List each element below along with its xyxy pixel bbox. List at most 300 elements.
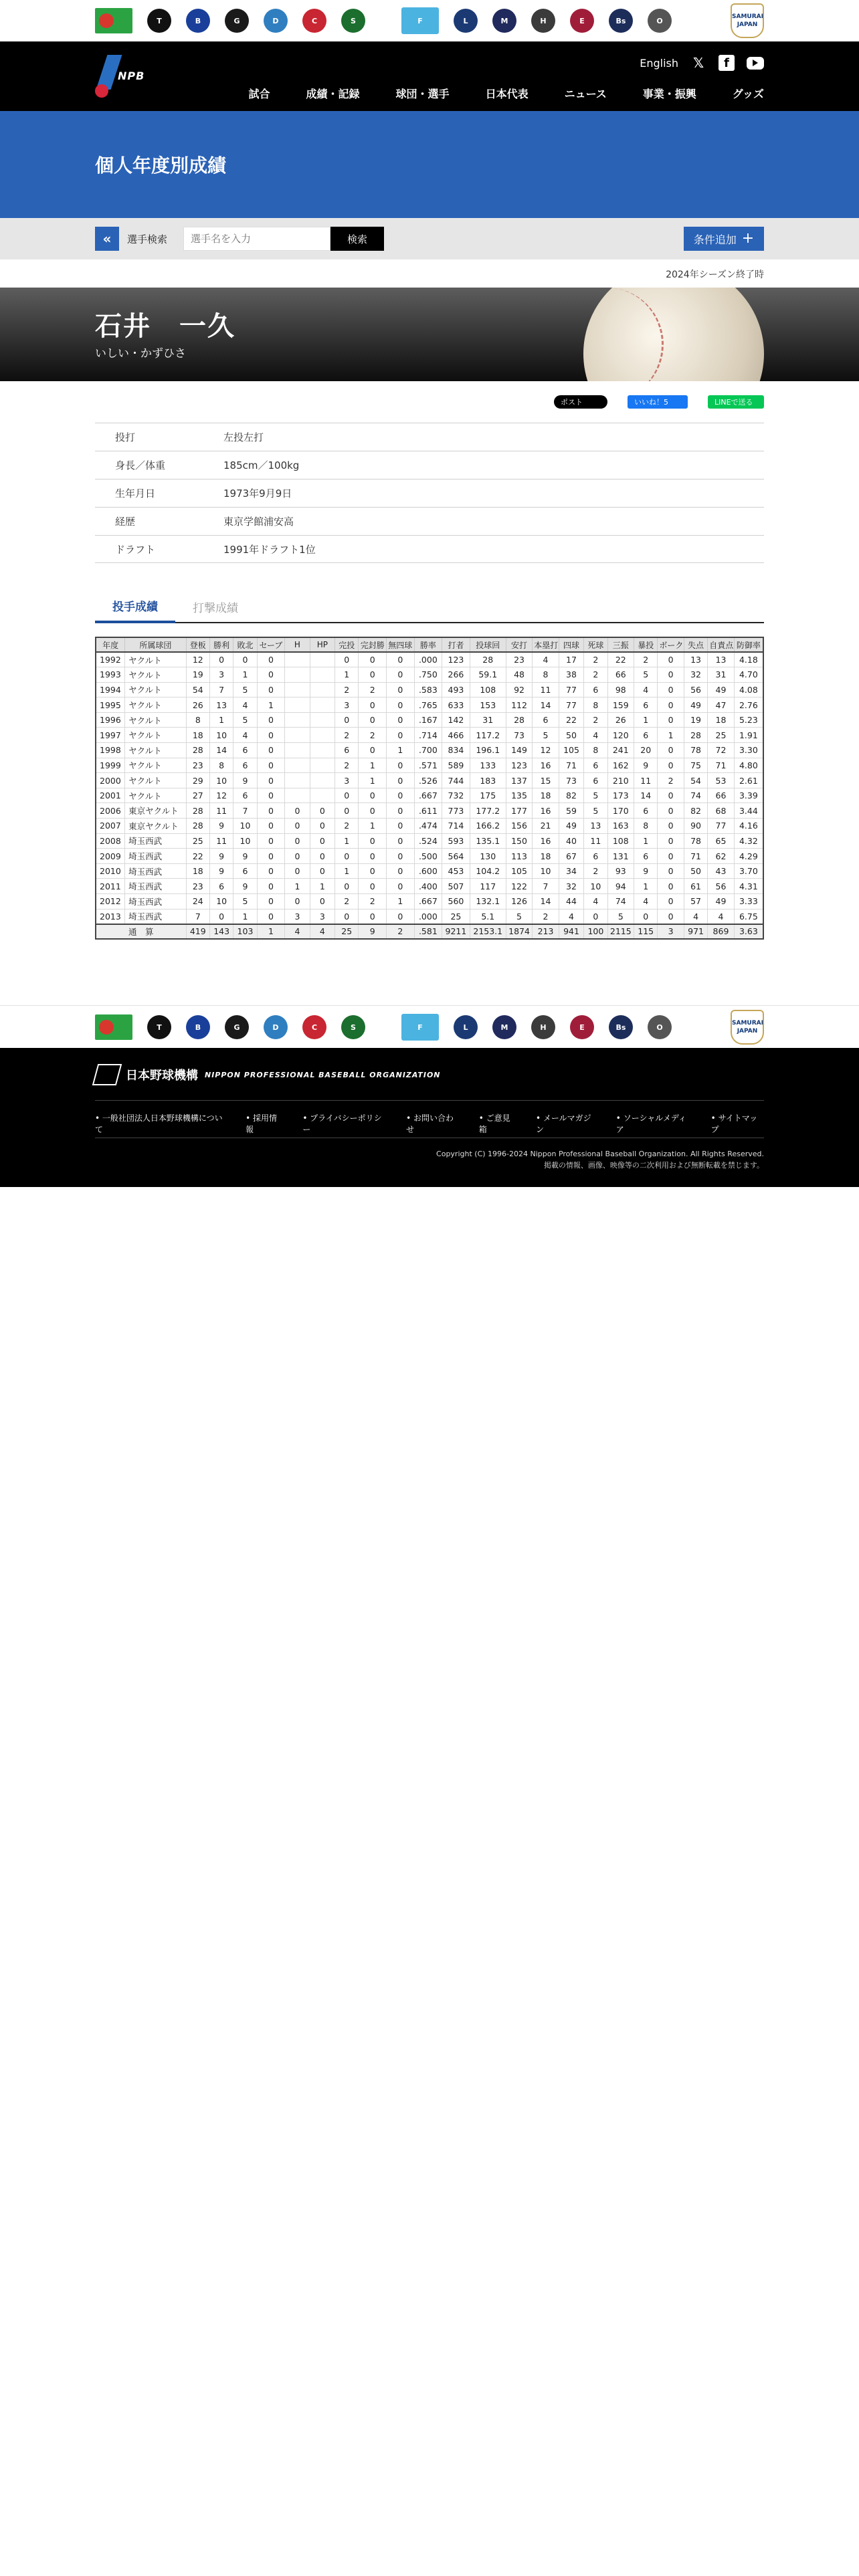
- team-initial: H: [540, 1023, 547, 1032]
- table-cell: 32: [559, 879, 583, 894]
- team-logo-lions[interactable]: [454, 9, 478, 33]
- table-cell: [310, 712, 335, 728]
- table-cell: 507: [442, 879, 470, 894]
- double-chevron-left-icon[interactable]: «: [95, 227, 119, 251]
- stats-tabs: [95, 593, 764, 623]
- table-cell: 177.2: [470, 803, 506, 819]
- table-cell: 14: [634, 788, 658, 803]
- table-cell: 0: [658, 758, 684, 773]
- team-initial: T: [157, 16, 162, 25]
- table-cell: 90: [684, 819, 707, 834]
- x-post-button[interactable]: [554, 395, 607, 409]
- table-cell: 0: [257, 894, 285, 909]
- table-cell: 6: [634, 803, 658, 819]
- table-cell: 埼玉西武: [125, 894, 186, 909]
- table-cell: 32: [684, 667, 707, 683]
- table-cell: 170: [607, 803, 634, 819]
- facebook-icon[interactable]: f: [719, 55, 735, 71]
- table-cell: 5.23: [734, 712, 763, 728]
- table-cell: 105: [506, 863, 533, 879]
- table-cell: 0: [310, 894, 335, 909]
- table-cell: 560: [442, 894, 470, 909]
- table-cell: 28: [186, 743, 209, 758]
- team-initial: C: [311, 16, 318, 25]
- table-cell: 57: [684, 894, 707, 909]
- x-post-label: ポスト: [561, 398, 583, 407]
- table-cell: [285, 712, 310, 728]
- table-cell: 1: [359, 773, 387, 788]
- table-cell: 49: [559, 819, 583, 834]
- table-cell: 5: [233, 682, 257, 697]
- table-cell: 25: [186, 833, 209, 849]
- table-cell: 126: [506, 894, 533, 909]
- table-cell: 100: [584, 924, 607, 940]
- table-cell: 4.08: [734, 682, 763, 697]
- table-cell: 7: [233, 803, 257, 819]
- table-cell: 0: [387, 879, 415, 894]
- table-cell: 10: [233, 819, 257, 834]
- table-cell: 135: [506, 788, 533, 803]
- table-cell: 0: [658, 788, 684, 803]
- table-cell: 73: [506, 728, 533, 743]
- profile-row: [95, 507, 764, 535]
- table-cell: 28: [684, 728, 707, 743]
- table-cell: 4: [533, 652, 559, 667]
- table-cell: 177: [506, 803, 533, 819]
- table-cell: 18: [533, 788, 559, 803]
- team-logo-npb-flag[interactable]: [95, 8, 132, 33]
- table-cell: 210: [607, 773, 634, 788]
- table-cell: 4.32: [734, 833, 763, 849]
- table-cell: 0: [257, 788, 285, 803]
- table-cell: 0: [387, 773, 415, 788]
- table-cell: 2: [584, 712, 607, 728]
- table-cell: [310, 697, 335, 713]
- table-cell: 65: [708, 833, 735, 849]
- nav-business[interactable]: 事業・振興: [642, 88, 696, 100]
- table-cell: 0: [335, 803, 359, 819]
- table-cell: 0: [387, 803, 415, 819]
- team-logo-dragons[interactable]: [264, 1015, 288, 1039]
- table-cell: 24: [186, 894, 209, 909]
- table-cell: 0: [257, 743, 285, 758]
- table-cell: 0: [658, 712, 684, 728]
- table-row: [96, 849, 763, 864]
- table-cell: 108: [470, 682, 506, 697]
- table-cell: 241: [607, 743, 634, 758]
- team-initial: M: [500, 16, 508, 25]
- table-cell: 0: [257, 667, 285, 683]
- table-cell: 133: [470, 758, 506, 773]
- table-cell: 2009: [96, 849, 125, 864]
- profile-key: ドラフト: [115, 543, 156, 556]
- table-cell: 66: [708, 788, 735, 803]
- table-cell: 0: [359, 743, 387, 758]
- table-cell: 163: [607, 819, 634, 834]
- table-cell: 419: [186, 924, 209, 940]
- table-cell: 2.61: [734, 773, 763, 788]
- tab-pitching[interactable]: 投手成績: [95, 597, 175, 623]
- pitching-stats-table: [95, 637, 764, 940]
- table-cell: 0: [387, 833, 415, 849]
- table-cell: 9: [209, 849, 233, 864]
- player-profile: [95, 423, 764, 563]
- table-cell: 0: [257, 758, 285, 773]
- table-cell: 74: [607, 894, 634, 909]
- table-cell: ヤクルト: [125, 697, 186, 713]
- team-initial: L: [463, 16, 468, 25]
- player-name: 石井 一久: [95, 311, 235, 342]
- table-cell: 22: [559, 712, 583, 728]
- table-cell: [310, 728, 335, 743]
- column-header: 登板: [186, 637, 209, 652]
- table-cell: .667: [414, 788, 442, 803]
- table-cell: 東京ヤクルト: [125, 803, 186, 819]
- table-cell: 156: [506, 819, 533, 834]
- table-cell: 59: [559, 803, 583, 819]
- table-row: [96, 909, 763, 924]
- table-cell: 2013: [96, 909, 125, 924]
- team-logo-fighters[interactable]: [401, 7, 439, 34]
- samurai-japan-badge[interactable]: SAMURAI JAPAN: [731, 1010, 764, 1045]
- table-cell: .667: [414, 894, 442, 909]
- table-cell: 3.70: [734, 863, 763, 879]
- table-cell: 0: [359, 788, 387, 803]
- table-row: [96, 743, 763, 758]
- nav-teams-players[interactable]: 球団・選手: [395, 88, 450, 100]
- table-cell: 67: [559, 849, 583, 864]
- site-footer: [0, 1048, 859, 1187]
- table-cell: 98: [607, 682, 634, 697]
- team-logo-marines[interactable]: [492, 1015, 516, 1039]
- tab-batting[interactable]: 打撃成績: [193, 602, 238, 615]
- footer-link-social[interactable]: • ソーシャルメディア: [616, 1112, 692, 1135]
- table-cell: 44: [559, 894, 583, 909]
- table-cell: [310, 682, 335, 697]
- table-cell: 10: [233, 833, 257, 849]
- table-cell: 0: [233, 652, 257, 667]
- table-cell: .526: [414, 773, 442, 788]
- table-cell: 0: [658, 849, 684, 864]
- table-row: [96, 833, 763, 849]
- table-cell: 3.44: [734, 803, 763, 819]
- nav-national-team[interactable]: 日本代表: [485, 88, 529, 100]
- logo-ball-icon: [95, 84, 108, 98]
- table-cell: 2008: [96, 833, 125, 849]
- team-logo-buffaloes[interactable]: [609, 9, 633, 33]
- table-cell: 3: [310, 909, 335, 924]
- table-cell: [310, 773, 335, 788]
- table-cell: 0: [335, 652, 359, 667]
- table-cell: 0: [257, 819, 285, 834]
- table-cell: 466: [442, 728, 470, 743]
- table-cell: 105: [559, 743, 583, 758]
- table-cell: 4.80: [734, 758, 763, 773]
- table-cell: 22: [607, 652, 634, 667]
- footer-link-sitemap[interactable]: • サイトマップ: [711, 1112, 764, 1135]
- footer-link-about[interactable]: • 一般社団法人日本野球機構について: [95, 1112, 227, 1135]
- nav-goods[interactable]: グッズ: [732, 88, 764, 100]
- table-cell: 0: [387, 819, 415, 834]
- team-initial: G: [233, 1023, 240, 1032]
- nav-stats[interactable]: 成績・記録: [306, 88, 360, 100]
- table-cell: 埼玉西武: [125, 879, 186, 894]
- table-cell: 2: [335, 682, 359, 697]
- table-cell: 1: [658, 728, 684, 743]
- table-row: [96, 667, 763, 683]
- table-cell: 54: [684, 773, 707, 788]
- table-cell: 2: [335, 894, 359, 909]
- table-cell: 0: [335, 879, 359, 894]
- team-logo-buffaloes[interactable]: [609, 1015, 633, 1039]
- team-initial: L: [463, 1023, 468, 1032]
- table-cell: 0: [658, 743, 684, 758]
- table-cell: 16: [533, 833, 559, 849]
- table-cell: 16: [533, 758, 559, 773]
- team-logo-carp[interactable]: [302, 1015, 326, 1039]
- table-cell: 1995: [96, 697, 125, 713]
- table-cell: 62: [708, 849, 735, 864]
- line-share-button[interactable]: [708, 395, 764, 409]
- table-cell: 6: [233, 788, 257, 803]
- column-header: 死球: [584, 637, 607, 652]
- footer-link-privacy[interactable]: • プライバシーポリシー: [302, 1112, 387, 1135]
- table-cell: 2012: [96, 894, 125, 909]
- table-cell: 48: [506, 667, 533, 683]
- team-initial: S: [351, 1023, 356, 1032]
- table-cell: 28: [470, 652, 506, 667]
- team-logo-giants[interactable]: [225, 1015, 249, 1039]
- footer-org-name: 日本野球機構: [126, 1069, 198, 1083]
- footer-link-recruit[interactable]: • 採用情報: [246, 1112, 284, 1135]
- column-header: 年度: [96, 637, 125, 652]
- npb-logo[interactable]: [95, 55, 155, 100]
- table-cell: 10: [533, 863, 559, 879]
- team-logo-eagles[interactable]: [570, 1015, 594, 1039]
- table-cell: 0: [335, 788, 359, 803]
- table-cell: 4: [684, 909, 707, 924]
- nav-news[interactable]: ニュース: [564, 88, 607, 100]
- search-label: 選手検索: [127, 233, 168, 245]
- table-cell: 137: [506, 773, 533, 788]
- table-cell: 82: [684, 803, 707, 819]
- team-initial: O: [656, 1023, 663, 1032]
- table-cell: 1874: [506, 924, 533, 940]
- table-cell: 5: [584, 803, 607, 819]
- team-logo-swallows[interactable]: [341, 9, 365, 33]
- table-cell: 28: [186, 819, 209, 834]
- table-cell: 埼玉西武: [125, 909, 186, 924]
- flag-circle-icon: [99, 1020, 114, 1035]
- team-logo-eagles[interactable]: [570, 9, 594, 33]
- column-header: 暴投: [634, 637, 658, 652]
- team-logo-fighters[interactable]: [401, 1014, 439, 1041]
- footer-link-newsletter[interactable]: • メールマガジン: [536, 1112, 597, 1135]
- table-cell: 53: [708, 773, 735, 788]
- profile-value: 東京学館浦安高: [223, 516, 294, 528]
- table-cell: 0: [634, 909, 658, 924]
- team-logo-hawks[interactable]: [531, 1015, 555, 1039]
- team-logo-team-12[interactable]: [648, 1015, 672, 1039]
- samurai-japan-badge[interactable]: SAMURAI JAPAN: [731, 3, 764, 38]
- table-cell: 6.75: [734, 909, 763, 924]
- table-cell: [285, 788, 310, 803]
- table-row: [96, 682, 763, 697]
- team-logo-tigers[interactable]: [147, 9, 171, 33]
- add-condition-label: 条件追加: [693, 233, 737, 246]
- table-cell: 173: [607, 788, 634, 803]
- table-cell: 23: [186, 758, 209, 773]
- table-cell: 108: [607, 833, 634, 849]
- team-logo-baystars[interactable]: [186, 9, 210, 33]
- table-cell: 0: [387, 849, 415, 864]
- table-cell: 5: [634, 667, 658, 683]
- table-cell: .765: [414, 697, 442, 713]
- x-icon[interactable]: 𝕏: [692, 55, 704, 71]
- search-button[interactable]: 検索: [330, 227, 384, 251]
- table-cell: 143: [209, 924, 233, 940]
- table-cell: 0: [658, 682, 684, 697]
- table-cell: 0: [387, 909, 415, 924]
- table-cell: 74: [684, 788, 707, 803]
- table-cell: 1: [634, 833, 658, 849]
- table-cell: 122: [506, 879, 533, 894]
- footer-link-feedback[interactable]: • ご意見箱: [479, 1112, 517, 1135]
- table-row: [96, 803, 763, 819]
- footer-link-contact[interactable]: • お問い合わせ: [406, 1112, 460, 1135]
- table-cell: 0: [387, 697, 415, 713]
- table-cell: .571: [414, 758, 442, 773]
- profile-key: 経歴: [115, 516, 136, 528]
- table-cell: 115: [634, 924, 658, 940]
- table-cell: .500: [414, 849, 442, 864]
- team-logo-tigers[interactable]: [147, 1015, 171, 1039]
- table-cell: 8: [634, 819, 658, 834]
- table-cell: 0: [257, 773, 285, 788]
- column-header: 四球: [559, 637, 583, 652]
- table-cell: 49: [684, 697, 707, 713]
- table-cell: 120: [607, 728, 634, 743]
- team-logo-dragons[interactable]: [264, 9, 288, 33]
- table-cell: 20: [634, 743, 658, 758]
- team-initial: G: [233, 16, 240, 25]
- table-cell: 25: [708, 728, 735, 743]
- team-logo-lions[interactable]: [454, 1015, 478, 1039]
- table-cell: .583: [414, 682, 442, 697]
- table-cell: 9211: [442, 924, 470, 940]
- table-cell: 3: [209, 667, 233, 683]
- table-cell: 0: [257, 833, 285, 849]
- table-cell: 6: [209, 879, 233, 894]
- youtube-icon[interactable]: [747, 57, 764, 70]
- table-cell: 1: [387, 894, 415, 909]
- table-cell: [285, 697, 310, 713]
- table-cell: 0: [359, 667, 387, 683]
- table-cell: .000: [414, 909, 442, 924]
- table-cell: 0: [359, 652, 387, 667]
- table-cell: 50: [684, 863, 707, 879]
- table-cell: 1: [209, 712, 233, 728]
- team-logo-baystars[interactable]: [186, 1015, 210, 1039]
- table-cell: 714: [442, 819, 470, 834]
- table-cell: 2001: [96, 788, 125, 803]
- add-condition-button[interactable]: [684, 227, 764, 251]
- table-cell: 6: [233, 758, 257, 773]
- table-cell: 0: [285, 833, 310, 849]
- nav-games[interactable]: 試合: [248, 88, 270, 100]
- table-cell: 9: [209, 863, 233, 879]
- page-title: 個人年度別成績: [95, 154, 227, 177]
- table-cell: 11: [209, 833, 233, 849]
- table-cell: 131: [607, 849, 634, 864]
- table-cell: 773: [442, 803, 470, 819]
- table-cell: 2: [584, 667, 607, 683]
- team-logo-swallows[interactable]: [341, 1015, 365, 1039]
- table-cell: 3: [335, 697, 359, 713]
- table-cell: 117.2: [470, 728, 506, 743]
- player-search-input[interactable]: [183, 227, 330, 251]
- team-logo-marines[interactable]: [492, 9, 516, 33]
- profile-key: 投打: [115, 431, 136, 443]
- table-cell: 3.63: [734, 924, 763, 940]
- table-cell: 2000: [96, 773, 125, 788]
- team-logo-npb-flag[interactable]: [95, 1014, 132, 1040]
- table-row: [96, 819, 763, 834]
- table-cell: 2: [387, 924, 415, 940]
- table-cell: 0: [359, 712, 387, 728]
- table-cell: 0: [584, 909, 607, 924]
- table-cell: 71: [684, 849, 707, 864]
- table-cell: 75: [684, 758, 707, 773]
- team-logo-hawks[interactable]: [531, 9, 555, 33]
- table-cell: 0: [359, 849, 387, 864]
- table-cell: 5.1: [470, 909, 506, 924]
- table-cell: 0: [658, 863, 684, 879]
- team-initial: D: [272, 1023, 279, 1032]
- table-cell: 0: [658, 803, 684, 819]
- plus-icon: +: [741, 230, 755, 247]
- column-header: 安打: [506, 637, 533, 652]
- table-cell: 0: [310, 863, 335, 879]
- global-nav: [213, 86, 764, 101]
- profile-key: 生年月日: [115, 488, 156, 500]
- table-cell: 593: [442, 833, 470, 849]
- footer-logo[interactable]: [95, 1064, 441, 1085]
- table-cell: 47: [708, 697, 735, 713]
- team-logo-giants[interactable]: [225, 9, 249, 33]
- table-cell: .750: [414, 667, 442, 683]
- table-cell: 4: [634, 682, 658, 697]
- table-cell: 59.1: [470, 667, 506, 683]
- column-header: 投球回: [470, 637, 506, 652]
- table-cell: 941: [559, 924, 583, 940]
- table-cell: 71: [708, 758, 735, 773]
- team-logo-team-12[interactable]: [648, 9, 672, 33]
- table-cell: 0: [387, 712, 415, 728]
- table-cell: 0: [387, 863, 415, 879]
- table-row: [96, 894, 763, 909]
- english-link[interactable]: English: [640, 56, 678, 70]
- table-cell: 2.76: [734, 697, 763, 713]
- table-cell: .474: [414, 819, 442, 834]
- table-cell: 0: [658, 909, 684, 924]
- team-logo-carp[interactable]: [302, 9, 326, 33]
- column-header: ボーク: [658, 637, 684, 652]
- facebook-like-button[interactable]: [628, 395, 688, 409]
- table-cell: 9: [634, 863, 658, 879]
- table-cell: 1: [233, 909, 257, 924]
- table-cell: 0: [359, 697, 387, 713]
